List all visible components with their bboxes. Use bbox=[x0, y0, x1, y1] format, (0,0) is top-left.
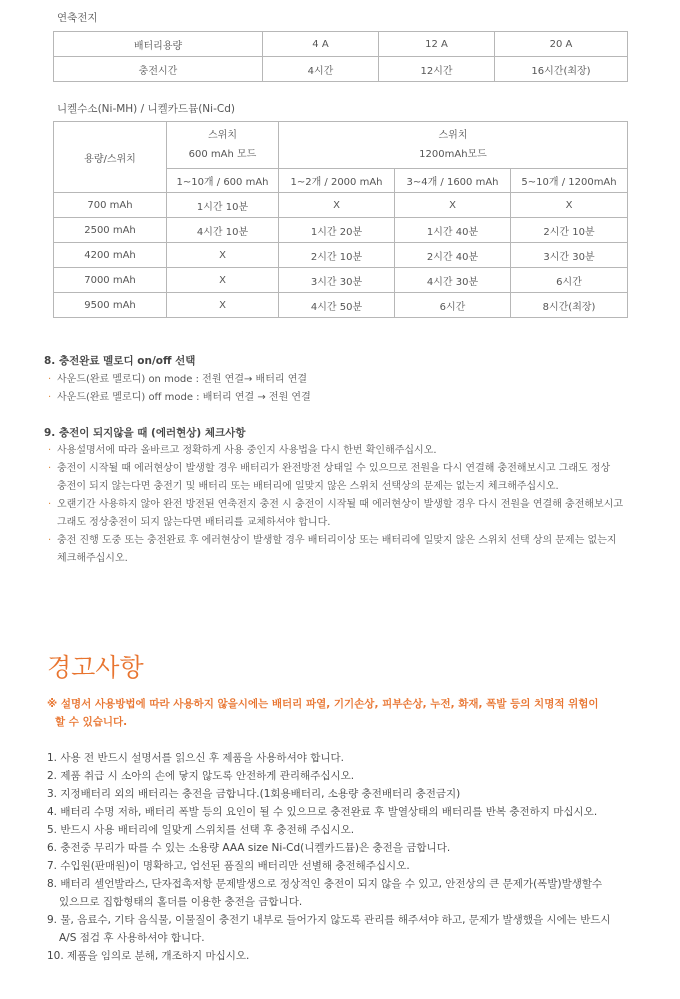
nimh-table bbox=[53, 121, 628, 318]
table-subheader: 1~10개 / 600 mAh bbox=[167, 169, 279, 193]
lead-acid-table bbox=[53, 31, 628, 82]
table-cell: 7000 mAh bbox=[54, 268, 167, 293]
item8-list bbox=[48, 371, 311, 407]
switch-label: 스위치 bbox=[438, 130, 468, 141]
list-item bbox=[48, 532, 668, 550]
table-header-600 bbox=[167, 122, 279, 169]
table-row bbox=[54, 268, 628, 293]
table-row bbox=[54, 193, 628, 218]
list-item-continuation: 충전이 되지 않는다면 충전기 및 배터리 또는 배터리에 일맞지 않은 스위치 선택상의 문제는 없는지 체크해주십시오. bbox=[57, 481, 559, 492]
table-cell: 2500 mAh bbox=[54, 218, 167, 243]
list-item-text: 충전이 시작될 때 에러현상이 발생할 경우 배터리가 완전방전 상태일 수 있으므로 전원을 다시 연결해 충전해보시고 그래도 정상 bbox=[57, 463, 611, 474]
table-cell: X bbox=[167, 293, 279, 318]
list-item: 2. 제품 취급 시 소아의 손에 닿지 않도록 안전하게 관리해주십시오. bbox=[47, 770, 355, 782]
warning-title: 경고사항 bbox=[47, 653, 144, 682]
warning-list bbox=[47, 749, 672, 965]
list-item bbox=[48, 371, 311, 389]
item9-heading: 9. 충전이 되지않을 때 (에러현상) 체크사항 bbox=[44, 427, 246, 439]
list-item: 9. 물, 음료수, 기타 음식물, 이물질이 충전기 내부로 들어가지 않도록 관리를 해주셔야 하고, 문제가 발생했을 시에는 반드시 bbox=[47, 914, 611, 926]
warning-note-line: 할 수 있습니다. bbox=[55, 716, 128, 728]
list-item bbox=[48, 496, 668, 514]
list-item: 4. 배터리 수명 저하, 배터리 폭발 등의 요인이 될 수 있으므로 충전완료 후 발열상태의 배터리를 반복 충전하지 마십시오. bbox=[47, 806, 598, 818]
table-cell: X bbox=[395, 193, 511, 218]
list-item-text: 사용설명서에 따라 올바르고 정확하게 사용 중인지 사용법을 다시 한번 확인해주십시오. bbox=[57, 445, 437, 456]
table-cell: 2시간 40분 bbox=[395, 243, 511, 268]
table-subheader: 3~4개 / 1600 mAh bbox=[395, 169, 511, 193]
nimh-title: 니켈수소(Ni-MH) / 니켈카드뮴(Ni-Cd) bbox=[57, 103, 235, 115]
list-item-text: 사운드(완료 멜로디) off mode : 배터리 연결 → 전원 연결 bbox=[57, 392, 311, 403]
table-cell: 3시간 30분 bbox=[279, 268, 395, 293]
table-cell: 6시간 bbox=[395, 293, 511, 318]
list-item bbox=[48, 460, 668, 478]
table-row bbox=[54, 293, 628, 318]
table-cell: 4 A bbox=[263, 32, 379, 57]
table-cell: X bbox=[511, 193, 628, 218]
table-row bbox=[54, 243, 628, 268]
table-subheader: 1~2개 / 2000 mAh bbox=[279, 169, 395, 193]
table-cell: 1시간 40분 bbox=[395, 218, 511, 243]
bullet-icon: · bbox=[48, 445, 52, 456]
table-cell: 20 A bbox=[495, 32, 628, 57]
list-item-continuation: 그래도 정상충전이 되지 않는다면 배터리를 교체하셔야 합니다. bbox=[57, 517, 331, 528]
mode-label: 600 mAh 모드 bbox=[188, 149, 257, 160]
table-cell: 16시간(최장) bbox=[495, 57, 628, 82]
table-cell: 2시간 10분 bbox=[279, 243, 395, 268]
table-cell: X bbox=[167, 243, 279, 268]
list-item-text: 사운드(완료 멜로디) on mode : 전원 연결→ 배터리 연결 bbox=[57, 374, 308, 385]
bullet-icon: · bbox=[48, 374, 52, 385]
table-header-capacity: 용량/스위치 bbox=[54, 122, 167, 193]
table-row bbox=[54, 218, 628, 243]
table-cell: 9500 mAh bbox=[54, 293, 167, 318]
table-row bbox=[54, 57, 628, 82]
list-item-text: 오랜기간 사용하지 않아 완전 방전된 연축전지 충전 시 충전이 시작될 때 에러현상이 발생할 경우 다시 전원을 연결해 충전해보시고 bbox=[57, 499, 624, 510]
table-cell: 12 A bbox=[379, 32, 495, 57]
list-item: 7. 수입원(판매원)이 명확하고, 엄선된 품질의 배터리만 선별해 충전해주십시오. bbox=[47, 860, 410, 872]
list-item: 10. 제품을 임의로 분해, 개조하지 마십시오. bbox=[47, 950, 250, 962]
table-cell: 700 mAh bbox=[54, 193, 167, 218]
table-cell: 배터리용량 bbox=[54, 32, 263, 57]
table-cell: 1시간 10분 bbox=[167, 193, 279, 218]
bullet-icon: · bbox=[48, 463, 52, 474]
list-item: 3. 지정배터리 외의 배터리는 충전을 금합니다.(1회용배터리, 소용량 충전배터리 충전금지) bbox=[47, 788, 461, 800]
list-item-continuation: A/S 점검 후 사용하셔야 합니다. bbox=[59, 932, 205, 944]
table-cell: 4시간 bbox=[263, 57, 379, 82]
table-cell: 4시간 30분 bbox=[395, 268, 511, 293]
table-cell: 12시간 bbox=[379, 57, 495, 82]
list-item bbox=[48, 442, 668, 460]
list-item-continuation: 체크해주십시오. bbox=[57, 553, 128, 564]
item9-list bbox=[48, 442, 668, 568]
bullet-icon: · bbox=[48, 392, 52, 403]
bullet-icon: · bbox=[48, 499, 52, 510]
table-row bbox=[54, 122, 628, 169]
table-cell: 4200 mAh bbox=[54, 243, 167, 268]
table-cell: 6시간 bbox=[511, 268, 628, 293]
mode-label: 1200mAh모드 bbox=[419, 149, 487, 160]
table-cell: X bbox=[279, 193, 395, 218]
list-item bbox=[48, 389, 311, 407]
table-cell: X bbox=[167, 268, 279, 293]
table-header-1200 bbox=[279, 122, 628, 169]
list-item: 8. 배터리 셀언발라스, 단자접촉저항 문제발생으로 정상적인 충전이 되지 않을 수 있고, 안전상의 큰 문제가(폭발)발생할수 bbox=[47, 878, 603, 890]
table-row bbox=[54, 32, 628, 57]
warning-note bbox=[47, 695, 599, 731]
lead-acid-title: 연축전지 bbox=[57, 12, 98, 24]
table-cell: 1시간 20분 bbox=[279, 218, 395, 243]
table-subheader: 5~10개 / 1200mAh bbox=[511, 169, 628, 193]
bullet-icon: · bbox=[48, 535, 52, 546]
list-item: 1. 사용 전 반드시 설명서를 읽으신 후 제품을 사용하셔야 합니다. bbox=[47, 752, 344, 764]
list-item: 5. 반드시 사용 배터리에 일맞게 스위치를 선택 후 충전해 주십시오. bbox=[47, 824, 355, 836]
list-item-continuation: 있으므로 집합형태의 홀더를 이용한 충전을 금합니다. bbox=[59, 896, 303, 908]
table-cell: 2시간 10분 bbox=[511, 218, 628, 243]
table-cell: 4시간 50분 bbox=[279, 293, 395, 318]
table-cell: 4시간 10분 bbox=[167, 218, 279, 243]
list-item-text: 충전 진행 도중 또는 충전완료 후 에러현상이 발생할 경우 배터리이상 또는 배터리에 일맞지 않은 스위치 선택 상의 문제는 없는지 bbox=[57, 535, 617, 546]
warning-note-line: ※ 설명서 사용방법에 따라 사용하지 않을시에는 배터리 파열, 기기손상, 피부손상, 누전, 화재, 폭발 등의 치명적 위험이 bbox=[47, 698, 599, 710]
switch-label: 스위치 bbox=[208, 130, 237, 141]
table-cell: 8시간(최장) bbox=[511, 293, 628, 318]
table-cell: 3시간 30분 bbox=[511, 243, 628, 268]
table-cell: 충전시간 bbox=[54, 57, 263, 82]
list-item: 6. 충전중 무리가 따를 수 있는 소용량 AAA size Ni-Cd(니켈카드뮴)은 충전을 금합니다. bbox=[47, 842, 451, 854]
item8-heading: 8. 충전완료 멜로디 on/off 선택 bbox=[44, 355, 196, 367]
